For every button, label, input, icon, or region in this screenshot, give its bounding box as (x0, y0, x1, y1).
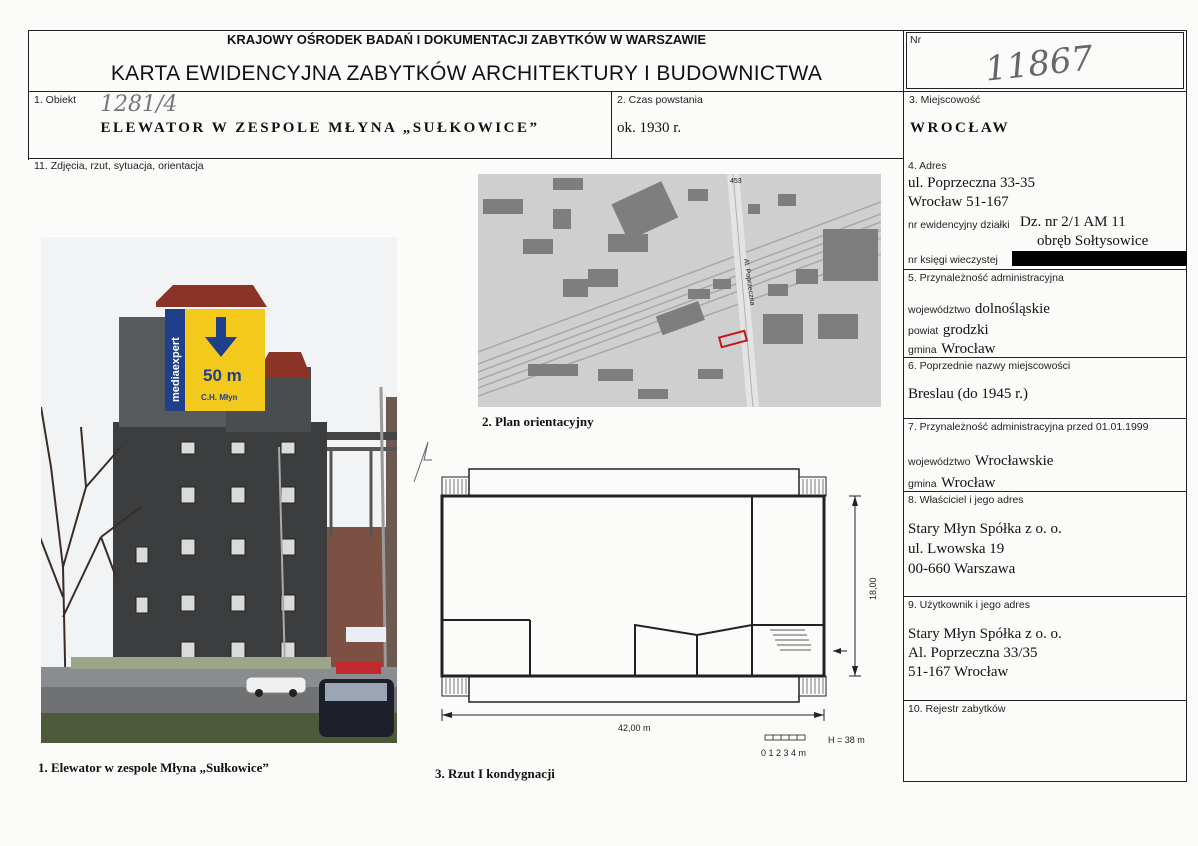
przed1999-woj-label: województwo (908, 456, 971, 468)
poprzednie-value: Breslau (do 1945 r.) (908, 386, 1028, 402)
miejscowosc-label: 3. Miejscowość (909, 94, 981, 106)
plan-height-label: H = 38 m (828, 735, 865, 745)
adres-line2: Wrocław 51-167 (908, 194, 1009, 210)
zdjecia-label: 11. Zdjęcia, rzut, sytuacja, orientacja (34, 160, 204, 172)
dzialka-label: nr ewidencyjny działki (908, 219, 1010, 231)
poprzednie-label: 6. Poprzednie nazwy miejscowości (908, 360, 1071, 372)
obiekt-handwritten: 1281/4 (100, 92, 178, 117)
map-caption: 2. Plan orientacyjny (482, 414, 594, 429)
elevator-photo (41, 237, 397, 743)
przed1999-gmina-value: Wrocław (941, 475, 996, 491)
rejestr-label: 10. Rejestr zabytków (908, 703, 1006, 715)
przed1999-woj-value: Wrocławskie (974, 453, 1054, 469)
nr-value: 11867 (983, 38, 1095, 90)
wlasciciel-line3: 00-660 Warszawa (908, 561, 1016, 577)
wlasciciel-label: 8. Właściciel i jego adres (908, 494, 1024, 506)
photo-caption: 1. Elewator w zespole Młyna „Sułkowice” (38, 760, 269, 775)
gmina-value: Wrocław (941, 341, 996, 357)
uzytkownik-line1: Stary Młyn Spółka z o. o. (908, 626, 1062, 642)
woj-value: dolnośląskie (974, 301, 1050, 317)
map-street-label: Al. Poprzeczna (742, 258, 756, 306)
miejscowosc-value: WROCŁAW (910, 120, 1011, 136)
billboard-brand: mediaexpert (170, 337, 182, 402)
czas-label: 2. Czas powstania (617, 94, 703, 106)
gmina-label: gmina (908, 344, 937, 356)
billboard-name: C.H. Młyn (201, 393, 238, 402)
obiekt-label: 1. Obiekt (34, 94, 77, 106)
dzialka-value: Dz. nr 2/1 AM 11 (1020, 214, 1126, 230)
institution-name: KRAJOWY OŚRODEK BADAŃ I DOKUMENTACJI ZABYTKÓW W WARSZAWIE (226, 32, 707, 47)
adres-label: 4. Adres (908, 160, 947, 172)
przed1999-label: 7. Przynależność administracyjna przed 01.01.1999 (908, 421, 1149, 433)
plan-scale-label: 0 1 2 3 4 m (761, 748, 807, 758)
uzytkownik-line2: Al. Poprzeczna 33/35 (908, 645, 1038, 661)
wlasciciel-line2: ul. Lwowska 19 (908, 541, 1005, 557)
woj-label: województwo (908, 304, 971, 316)
nr-label: Nr (910, 34, 922, 46)
map-road-number: 453 (730, 178, 742, 185)
ksiega-label: nr księgi wieczystej (908, 254, 998, 266)
orientation-map (478, 174, 881, 407)
przed1999-gmina-label: gmina (908, 478, 937, 490)
przynaleznosc-label: 5. Przynależność administracyjna (908, 272, 1064, 284)
uzytkownik-line3: 51-167 Wrocław (908, 664, 1009, 680)
redacted-bar (1012, 251, 1187, 266)
uzytkownik-label: 9. Użytkownik i jego adres (908, 599, 1030, 611)
obiekt-value: ELEWATOR W ZESPOLE MŁYNA „SUŁKOWICE” (100, 120, 540, 136)
billboard-distance: 50 m (203, 366, 242, 385)
czas-value: ok. 1930 r. (617, 120, 682, 136)
powiat-label: powiat (908, 325, 939, 337)
adres-line1: ul. Poprzeczna 33-35 (908, 175, 1036, 191)
plan-width-label: 42,00 m (618, 723, 651, 733)
powiat-value: grodzki (942, 322, 989, 338)
card-title: KARTA EWIDENCYJNA ZABYTKÓW ARCHITEKTURY I BUDOWNICTWA (110, 62, 823, 85)
obreb-value: obręb Sołtysowice (1037, 233, 1149, 249)
plan-caption: 3. Rzut I kondygnacji (435, 766, 555, 781)
floor-plan (435, 465, 885, 765)
plan-depth-label: 18,00 (868, 577, 878, 600)
wlasciciel-line1: Stary Młyn Spółka z o. o. (908, 521, 1062, 537)
